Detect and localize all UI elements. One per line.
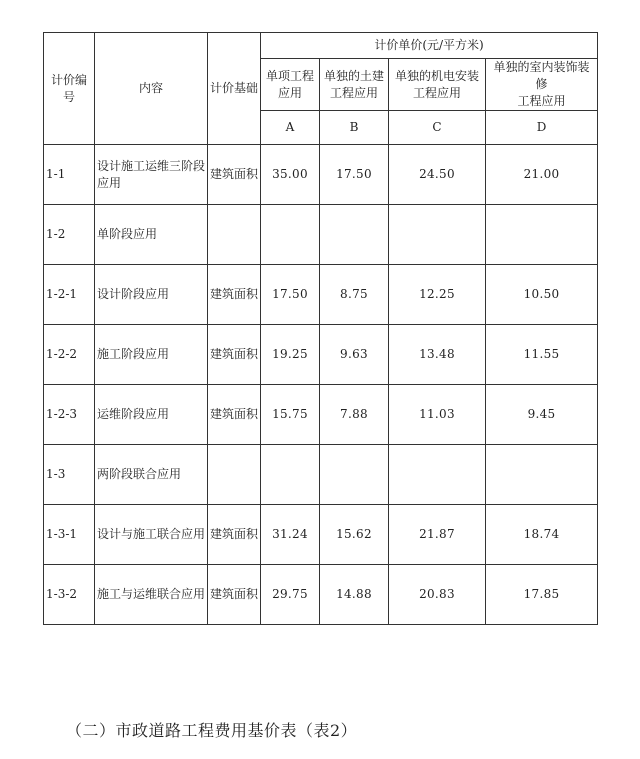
row-value-d	[486, 445, 598, 505]
row-code: 1-2	[44, 205, 95, 265]
table-row	[44, 505, 598, 565]
row-code: 1-3	[44, 445, 95, 505]
row-value-d	[486, 205, 598, 265]
row-value-d: 18.74	[486, 505, 598, 565]
row-basis: 建筑面积	[208, 505, 261, 565]
row-content: 设计施工运维三阶段应用	[95, 145, 208, 205]
row-value-c: 24.50	[389, 145, 486, 205]
row-value-c: 12.25	[389, 265, 486, 325]
row-basis: 建筑面积	[208, 565, 261, 625]
row-value-c	[389, 205, 486, 265]
row-value-d: 10.50	[486, 265, 598, 325]
row-basis: 建筑面积	[208, 385, 261, 445]
row-value-b	[320, 205, 389, 265]
row-value-c	[389, 445, 486, 505]
price-table	[43, 32, 598, 625]
row-value-a	[261, 205, 320, 265]
table-row	[44, 265, 598, 325]
row-value-b: 8.75	[320, 265, 389, 325]
row-content: 设计与施工联合应用	[95, 505, 208, 565]
row-value-a: 15.75	[261, 385, 320, 445]
row-content: 运维阶段应用	[95, 385, 208, 445]
row-value-d: 17.85	[486, 565, 598, 625]
header-letter-d: D	[486, 111, 598, 145]
header-col-d: 单独的室内装饰装修 工程应用	[486, 59, 598, 111]
row-code: 1-1	[44, 145, 95, 205]
row-value-a: 35.00	[261, 145, 320, 205]
header-code: 计价编号	[44, 33, 95, 145]
table-row	[44, 445, 598, 505]
table-row	[44, 385, 598, 445]
row-basis: 建筑面积	[208, 325, 261, 385]
row-value-a: 17.50	[261, 265, 320, 325]
row-code: 1-3-1	[44, 505, 95, 565]
table-row	[44, 145, 598, 205]
section-caption: （二）市政道路工程费用基价表（表2）	[66, 721, 358, 740]
row-content: 单阶段应用	[95, 205, 208, 265]
table-row	[44, 565, 598, 625]
row-basis: 建筑面积	[208, 265, 261, 325]
row-code: 1-3-2	[44, 565, 95, 625]
header-col-c: 单独的机电安装 工程应用	[389, 59, 486, 111]
row-code: 1-2-1	[44, 265, 95, 325]
row-value-c: 13.48	[389, 325, 486, 385]
header-letter-a: A	[261, 111, 320, 145]
table-row	[44, 205, 598, 265]
header-letter-b: B	[320, 111, 389, 145]
row-value-b: 14.88	[320, 565, 389, 625]
header-unit-price: 计价单价(元/平方米)	[261, 33, 598, 59]
row-value-d: 9.45	[486, 385, 598, 445]
row-value-a: 19.25	[261, 325, 320, 385]
row-value-c: 21.87	[389, 505, 486, 565]
row-value-b: 9.63	[320, 325, 389, 385]
header-col-a: 单项工程 应用	[261, 59, 320, 111]
table-row	[44, 325, 598, 385]
row-code: 1-2-2	[44, 325, 95, 385]
row-basis: 建筑面积	[208, 145, 261, 205]
header-col-b: 单独的土建 工程应用	[320, 59, 389, 111]
row-content: 施工阶段应用	[95, 325, 208, 385]
header-content: 内容	[95, 33, 208, 145]
row-basis	[208, 205, 261, 265]
row-value-a: 29.75	[261, 565, 320, 625]
row-value-a	[261, 445, 320, 505]
header-letter-c: C	[389, 111, 486, 145]
row-value-b: 7.88	[320, 385, 389, 445]
row-content: 两阶段联合应用	[95, 445, 208, 505]
row-basis	[208, 445, 261, 505]
header-basis: 计价基础	[208, 33, 261, 145]
row-value-d: 11.55	[486, 325, 598, 385]
row-code: 1-2-3	[44, 385, 95, 445]
row-value-b	[320, 445, 389, 505]
row-value-a: 31.24	[261, 505, 320, 565]
row-value-c: 11.03	[389, 385, 486, 445]
row-content: 设计阶段应用	[95, 265, 208, 325]
row-value-b: 17.50	[320, 145, 389, 205]
row-content: 施工与运维联合应用	[95, 565, 208, 625]
row-value-b: 15.62	[320, 505, 389, 565]
row-value-c: 20.83	[389, 565, 486, 625]
row-value-d: 21.00	[486, 145, 598, 205]
